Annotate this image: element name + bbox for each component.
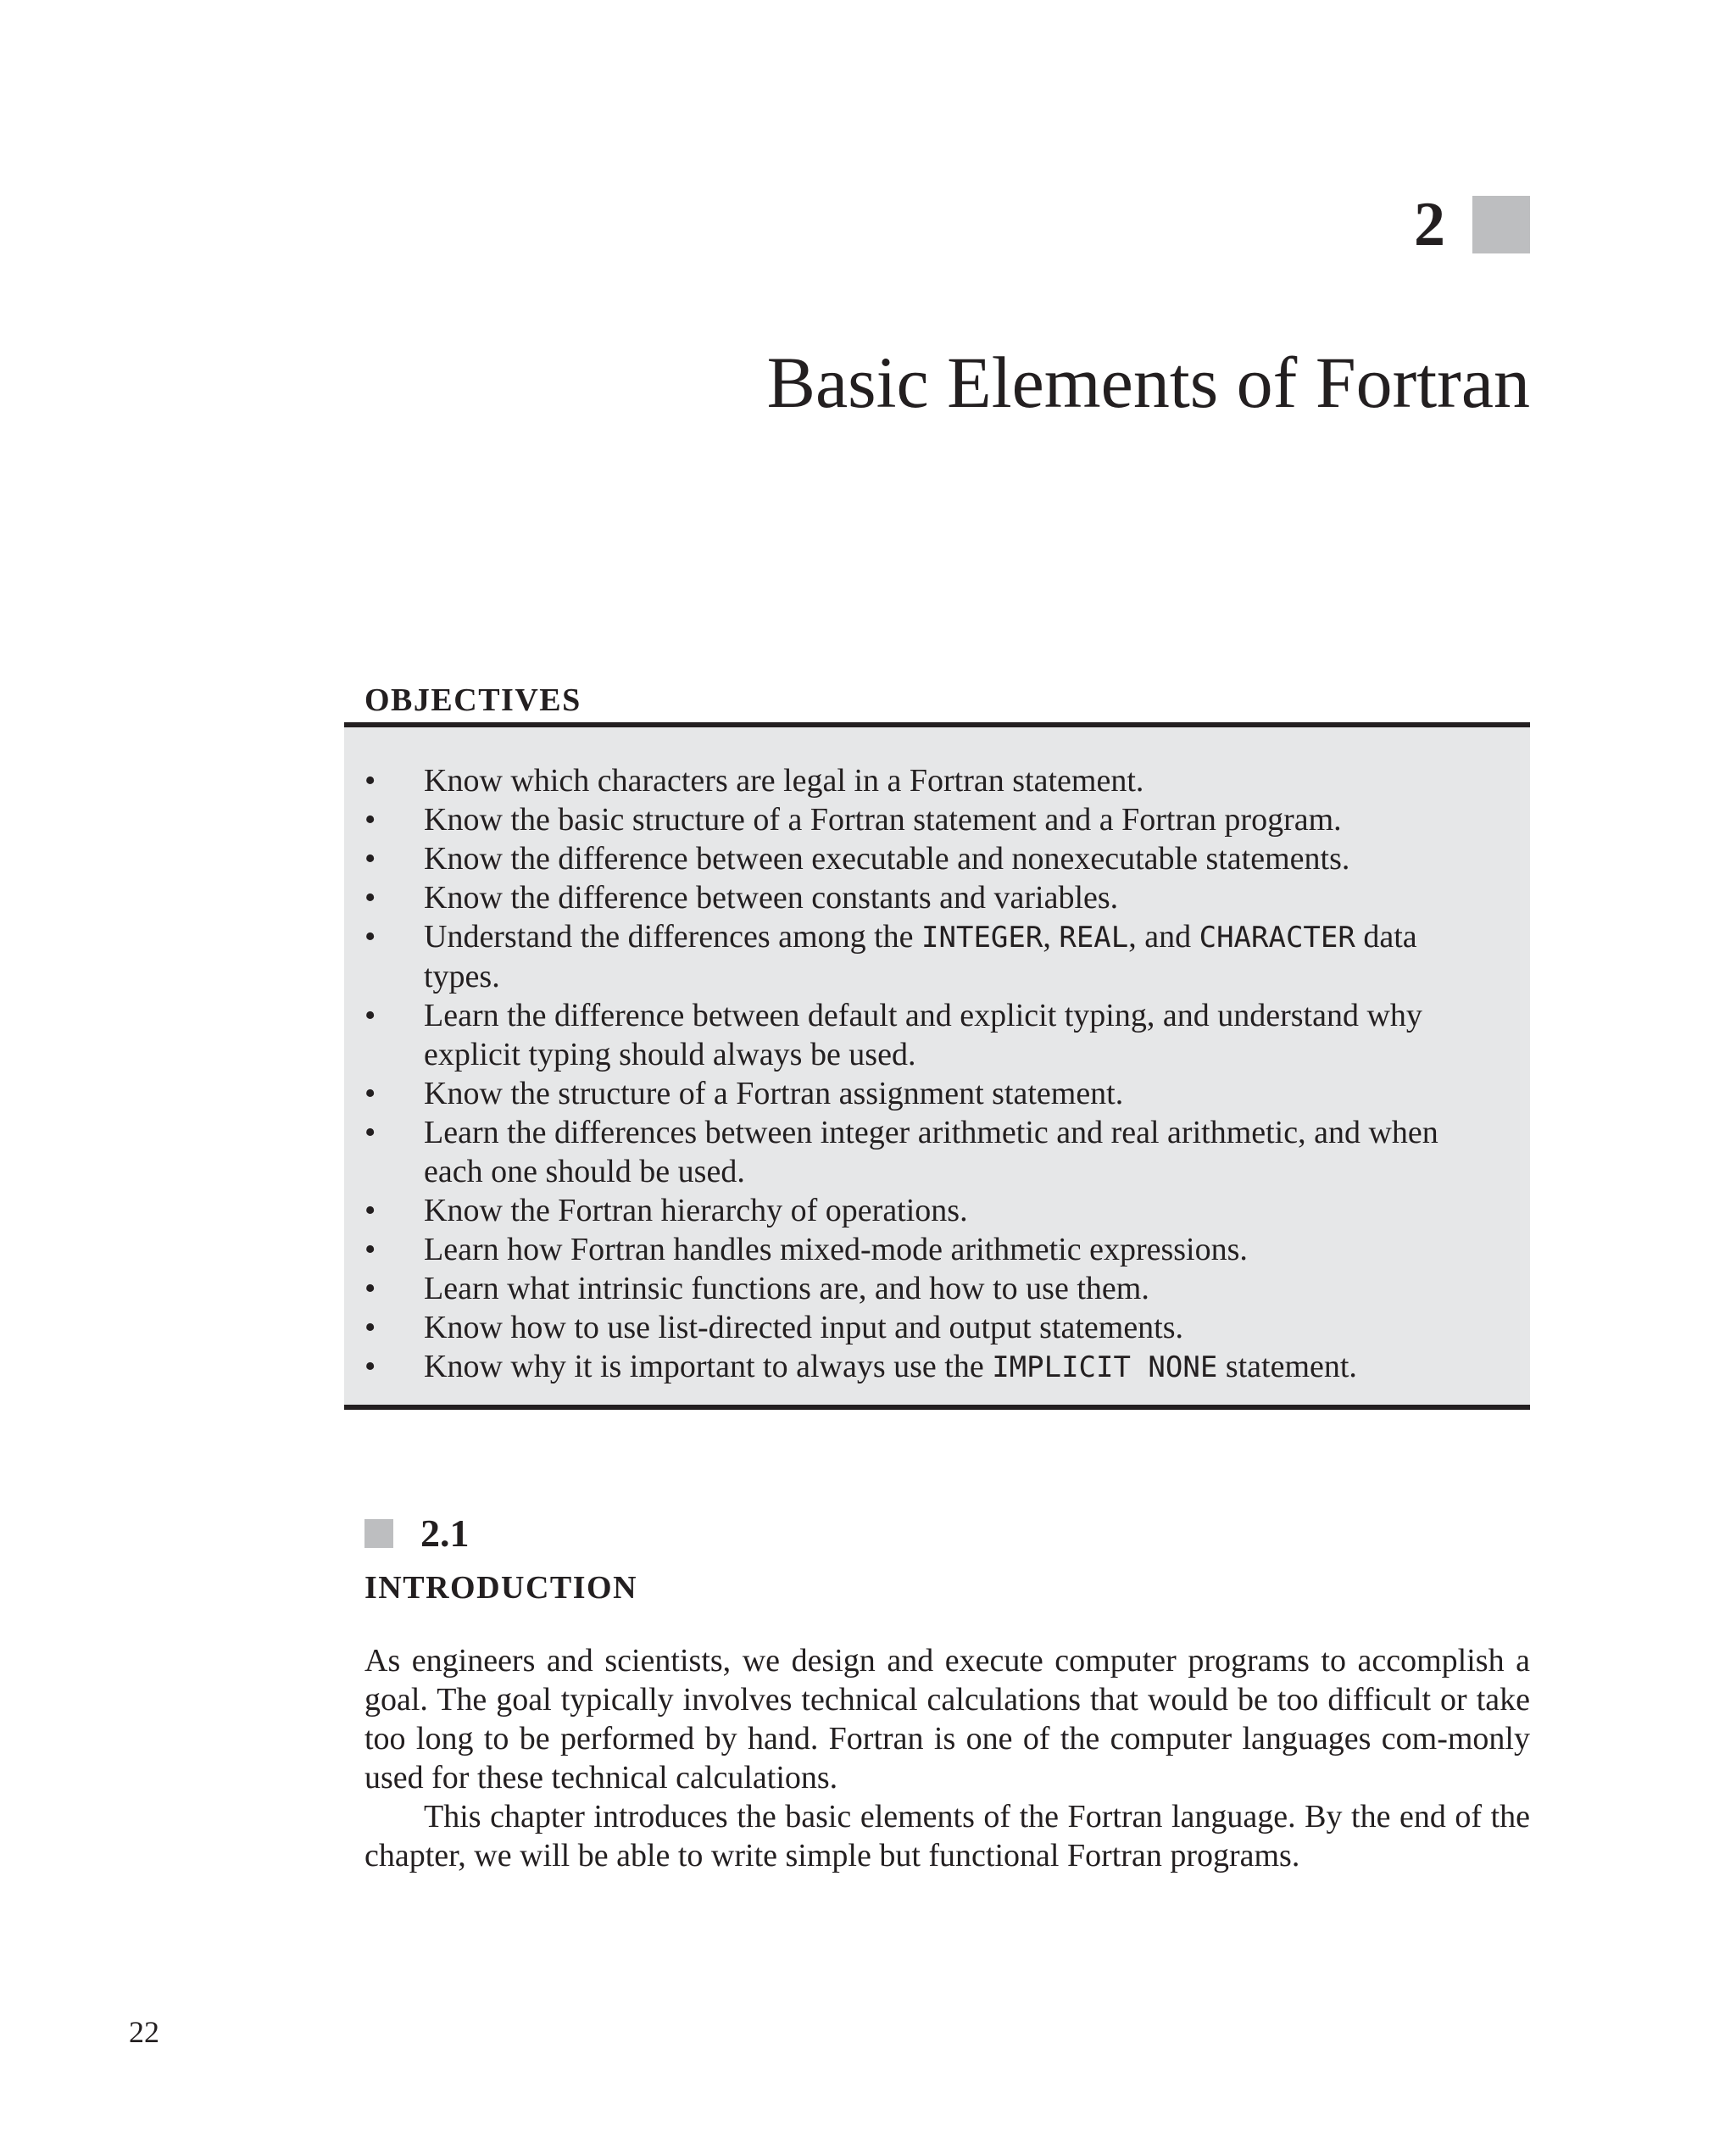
bullet-icon: • <box>364 1115 376 1150</box>
objective-item: • Understand the differences among the INTEGER, REAL, and CHARACTER data types. <box>364 919 1417 994</box>
bullet-icon: • <box>364 1349 376 1384</box>
objectives-list <box>344 761 1530 1387</box>
objective-item: • Learn how Fortran handles mixed-mode arithmetic expressions. <box>364 1232 1248 1267</box>
section-title: INTRODUCTION <box>364 1570 638 1606</box>
objective-item: • Know the difference between executable and nonexecutable statements. <box>364 841 1350 877</box>
objective-item: • Know the Fortran hierarchy of operations. <box>364 1193 968 1228</box>
objectives-heading: OBJECTIVES <box>364 682 581 718</box>
section-marker-square <box>364 1519 393 1548</box>
bullet-icon: • <box>364 841 376 877</box>
bullet-icon: • <box>364 998 376 1033</box>
code-keyword: CHARACTER <box>1199 921 1355 955</box>
chapter-number-row <box>1414 190 1530 259</box>
bullet-icon: • <box>364 1232 376 1267</box>
objective-item: • Know which characters are legal in a Fortran statement. <box>364 763 1144 799</box>
chapter-title: Basic Elements of Fortran <box>766 342 1530 423</box>
bullet-icon: • <box>364 919 376 955</box>
objective-item: • Know why it is important to always use the IMPLICIT NONE statement. <box>364 1349 1357 1384</box>
objective-item: • Learn the differences between integer arithmetic and real arithmetic, and when each one should be used. <box>364 1115 1438 1189</box>
chapter-number: 2 <box>1414 190 1445 259</box>
objective-item: • Know the difference between constants and variables. <box>364 880 1119 916</box>
section-number-row <box>364 1514 470 1553</box>
code-keyword: REAL <box>1059 921 1129 955</box>
objective-item: • Learn the difference between default and explicit typing, and understand why explicit typing should always be used. <box>364 998 1422 1072</box>
code-keyword: IMPLICIT NONE <box>992 1350 1218 1384</box>
bullet-icon: • <box>364 1193 376 1228</box>
objective-item: • Know how to use list-directed input and output statements. <box>364 1310 1184 1345</box>
bullet-icon: • <box>364 802 376 838</box>
objective-item: • Know the structure of a Fortran assignment statement. <box>364 1076 1124 1111</box>
bullet-icon: • <box>364 1076 376 1111</box>
objective-item: • Know the basic structure of a Fortran statement and a Fortran program. <box>364 802 1342 838</box>
objective-item: • Learn what intrinsic functions are, and how to use them. <box>364 1271 1149 1306</box>
chapter-marker-square <box>1472 196 1530 253</box>
bullet-icon: • <box>364 1310 376 1345</box>
bullet-icon: • <box>364 1271 376 1306</box>
body-paragraph: As engineers and scientists, we design and execute computer programs to accomplish a goal. The goal typically involves technical calculations that would be too difficult or take too long to be performed by hand. Fortran is one of the computer languages com-monly used for these technical calculations. <box>364 1643 1530 1795</box>
body-paragraph: This chapter introduces the basic elements of the Fortran language. By the end of the chapter, we will be able to write simple but functional Fortran programs. <box>364 1799 1530 1873</box>
section-number: 2.1 <box>420 1512 470 1555</box>
bullet-icon: • <box>364 880 376 916</box>
code-keyword: INTEGER <box>921 921 1043 955</box>
objectives-box <box>344 722 1530 1410</box>
bullet-icon: • <box>364 763 376 799</box>
section-body <box>364 1641 1530 1875</box>
page-number: 22 <box>129 2015 159 2049</box>
